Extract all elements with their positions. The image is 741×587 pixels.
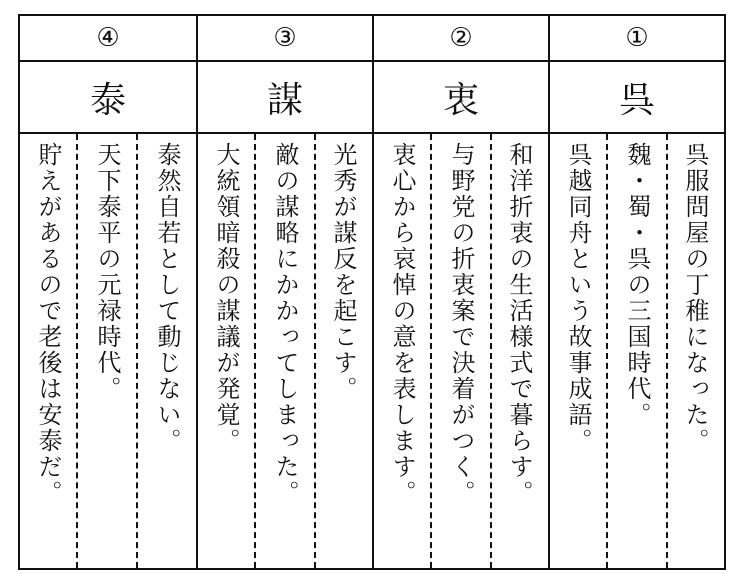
example-sentence-2: 与野党の折衷案で決着がつく。	[432, 134, 492, 568]
column-2	[372, 16, 548, 568]
example-sentence-1: 光秀が謀反を起こす。	[329, 142, 357, 402]
column-3	[196, 16, 372, 568]
example-sentence-3: 大統領暗殺の謀議が発覚。	[198, 134, 256, 568]
example-sentence-3: 呉越同舟という故事成語。	[550, 134, 608, 568]
example-sentence-2: 天下泰平の元禄時代。	[78, 134, 138, 568]
example-sentence-2: 敵の謀略にかかってしまった。	[256, 134, 316, 568]
example-sentence-1: 和洋折衷の生活様式で暮らす。	[505, 142, 533, 506]
column-4	[20, 16, 196, 568]
column-number: ②	[374, 16, 548, 62]
example-sentence-1: 呉服問屋の丁稚になった。	[681, 142, 709, 454]
kanji-character: 泰	[20, 62, 196, 134]
example-sentence-3: 衷心から哀悼の意を表します。	[374, 134, 432, 568]
kanji-character: 衷	[374, 62, 548, 134]
kanji-worksheet-table	[18, 14, 726, 570]
example-sentence-1: 泰然自若として動じない。	[153, 142, 181, 454]
example-sentence-3: 貯えがあるので老後は安泰だ。	[20, 134, 78, 568]
column-1	[548, 16, 724, 568]
kanji-character: 謀	[198, 62, 372, 134]
kanji-character: 呉	[550, 62, 724, 134]
column-number: ③	[198, 16, 372, 62]
column-number: ④	[20, 16, 196, 62]
example-sentence-2: 魏・蜀・呉の三国時代。	[608, 134, 668, 568]
column-number: ①	[550, 16, 724, 62]
